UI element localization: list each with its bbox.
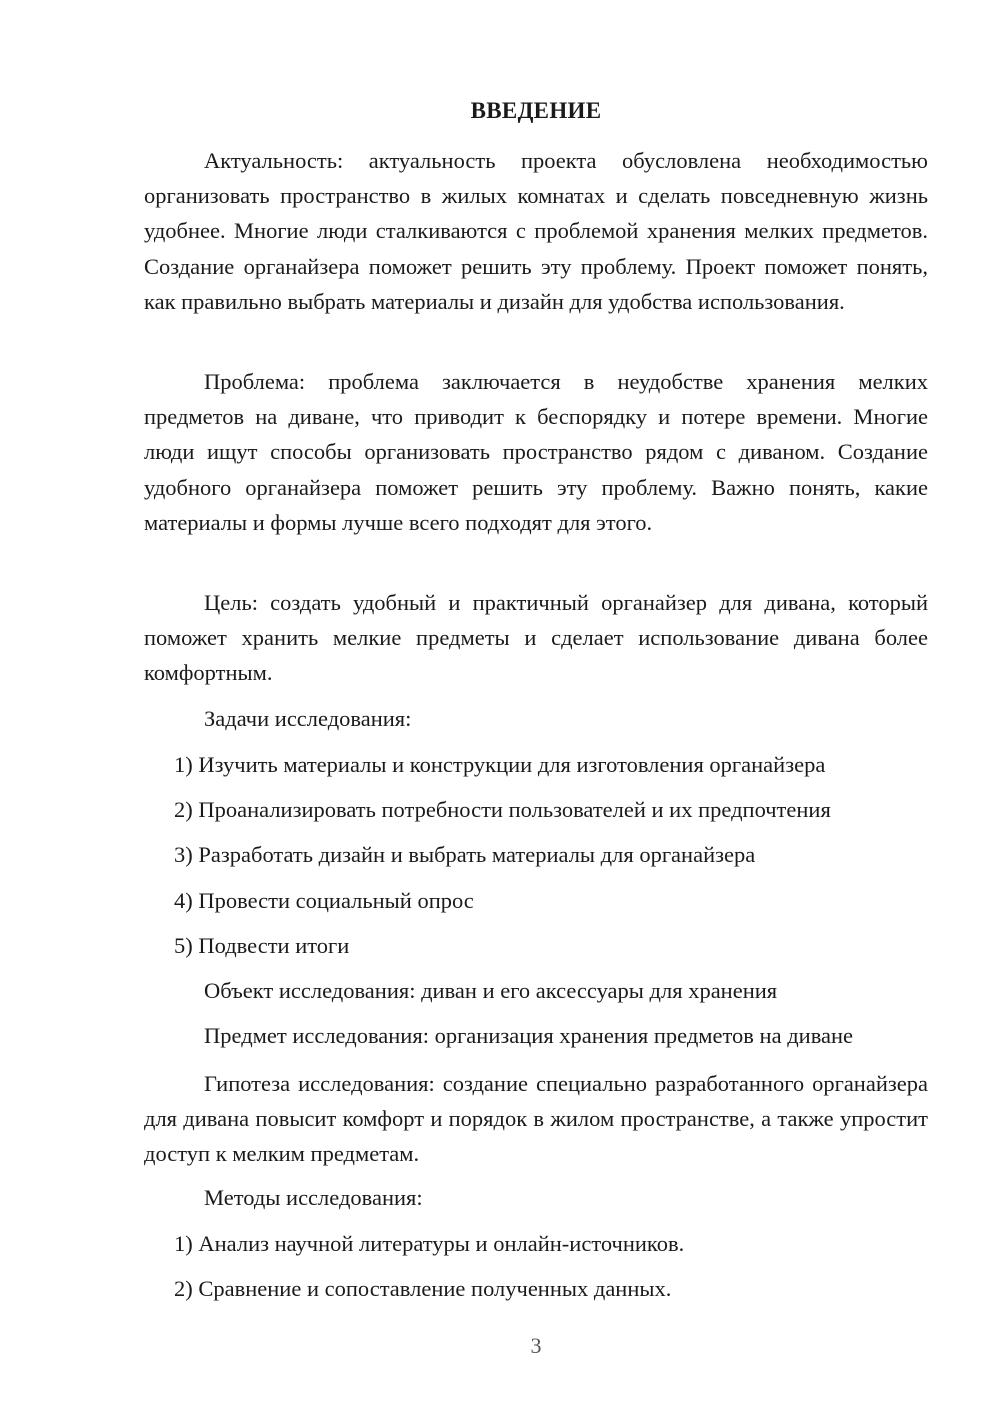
task-item: 5) Подвести итоги [174,933,350,958]
hypothesis-paragraph: Гипотеза исследования: создание специально разработанного органайзера для дивана повысит комфорт и порядок в жилом пространстве, а также упростит доступ к мелким предметам. [144,1071,928,1167]
problem-paragraph: Проблема: проблема заключается в неудобстве хранения мелких предметов на диване, что приводит к беспорядку и потере времени. Многие люди ищут способы организовать пространство рядом с диваном. Создание удобного органайзера поможет решить эту проблему. Важно понять, какие материалы и формы лучше всего подходят для этого. [144,369,928,535]
task-item: 1) Изучить материалы и конструкции для изготовления органайзера [174,752,826,777]
page-title: ВВЕДЕНИЕ [470,98,602,123]
tasks-heading: Задачи исследования: [204,706,412,731]
method-item: 2) Сравнение и сопоставление полученных данных. [174,1276,672,1301]
methods-heading: Методы исследования: [204,1185,423,1210]
task-item: 3) Разработать дизайн и выбрать материалы для органайзера [174,842,756,867]
object-line: Объект исследования: диван и его аксессуары для хранения [204,978,778,1003]
method-item: 1) Анализ научной литературы и онлайн-источников. [174,1231,685,1256]
subject-line: Предмет исследования: организация хранения предметов на диване [204,1023,854,1048]
goal-paragraph: Цель: создать удобный и практичный органайзер для дивана, который поможет хранить мелкие предметы и сделает использование дивана более комфортным. [144,590,928,686]
task-item: 2) Проанализировать потребности пользователей и их предпочтения [174,797,831,822]
page-number: 3 [530,1333,542,1358]
relevance-paragraph: Актуальность: актуальность проекта обусловлена необходимостью организовать пространство в жилых комнатах и сделать повседневную жизнь удобнее. Многие люди сталкиваются с проблемой хранения мелких предметов. Создание органайзера поможет решить эту проблему. Проект поможет понять, как правильно выбрать материалы и дизайн для удобства использования. [144,148,928,314]
task-item: 4) Провести социальный опрос [174,888,474,913]
